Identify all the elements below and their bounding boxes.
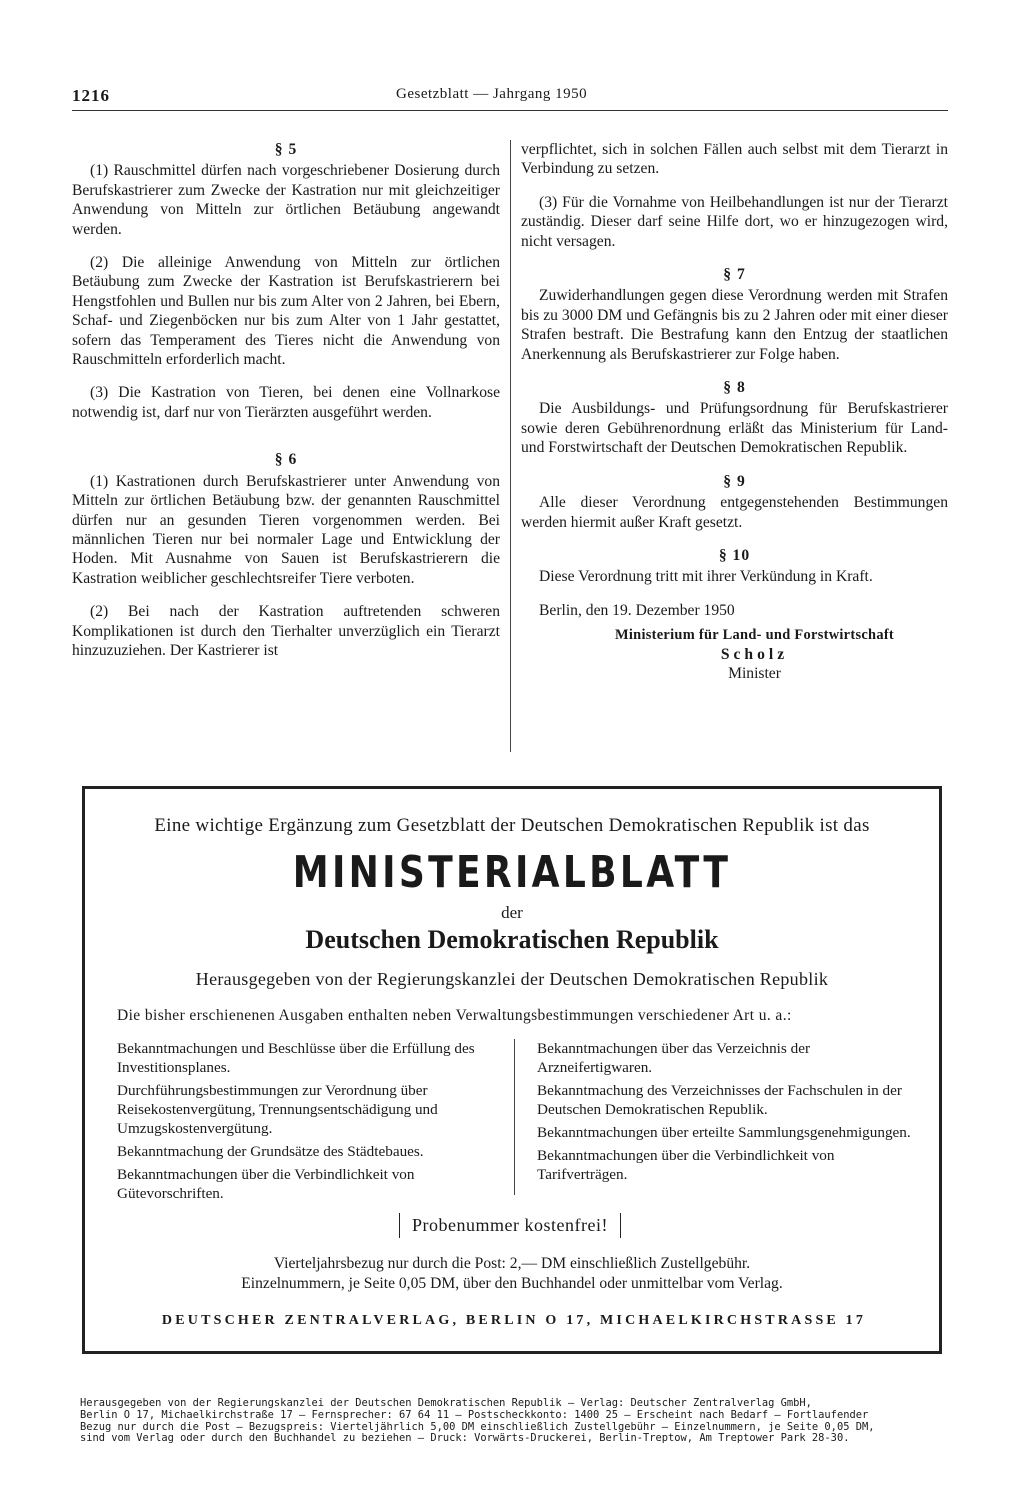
- section-10-text: Diese Verordnung tritt mit ihrer Verkündung in Kraft.: [539, 568, 873, 586]
- left-column: [72, 140, 500, 674]
- signature-block: [561, 626, 948, 683]
- list-item: Bekanntmachung des Verzeichnisses der Fachschulen in der Deutschen Demokratischen Republik.: [537, 1082, 902, 1118]
- section-6-paragraph-3: (3) Für die Vornahme von Heilbehandlungen ist nur der Tierarzt zuständig. Dieser darf seine Hilfe dort, wo er hinzugezogen wird, nicht versagen.: [521, 193, 948, 250]
- list-item: Bekanntmachungen über das Verzeichnis der Arzneifertigwaren.: [537, 1040, 810, 1076]
- list-item: Bekanntmachungen über die Verbindlichkeit von Tarifverträgen.: [537, 1147, 835, 1183]
- imprint-line: Berlin O 17, Michaelkirchstraße 17 — Fernsprecher: 67 64 11 — Postscheckkonto: 1400 25 — Erscheint nach Bedarf — Fortlaufender: [80, 1409, 869, 1421]
- imprint: [80, 1398, 948, 1445]
- advert-der: der: [501, 903, 523, 922]
- ministerialblatt-advert: [82, 786, 942, 1354]
- advert-list-left: [117, 1039, 493, 1207]
- publisher-address: DEUTSCHER ZENTRALVERLAG, BERLIN O 17, MICHAELKIRCHSTRASSE 17: [161, 1313, 867, 1328]
- advert-list-right: [537, 1039, 917, 1188]
- section-5-paragraph-2: (2) Die alleinige Anwendung von Mitteln zur örtlichen Betäubung zum Zwecke der Kastration ist Berufskastrierern bei Hengstfohlen und Bullen nur bis zum Alter von 2 Jahren, bei Ebern, Schaf- und Ziegenböcken nur bis zum Alter von 1 Jahr gestattet, sofern das Temperament des Tieres nicht die Anwendung von Rauschmitteln erforderlich macht.: [72, 254, 500, 369]
- section-5-heading: § 5: [274, 141, 298, 158]
- section-8-text: Die Ausbildungs- und Prüfungsordnung für Berufskastrierer sowie deren Gebührenordnung erläßt das Ministerium für Land- und Forstwirtschaft der Deutschen Demokratischen Republik.: [521, 400, 948, 457]
- advert-list-divider: [514, 1039, 515, 1195]
- list-item: Bekanntmachungen und Beschlüsse über die Erfüllung des Investitionsplanes.: [117, 1040, 475, 1076]
- section-6-paragraph-1: (1) Kastrationen durch Berufskastrierer unter Anwendung von Mitteln zur örtlichen Betäubung bzw. der genannten Rauschmittel dürfen nur an gesunden Tieren vorgenommen werden. Bei männlichen Tieren nur bei normaler Lage und Entwicklung der Hoden. Mit Ausnahme von Sauen ist Berufskastrierern die Kastration weiblicher geschlechtsreifer Tiere verboten.: [72, 472, 500, 587]
- column-divider: [510, 140, 511, 752]
- imprint-line: sind vom Verlag oder durch den Buchhandel zu beziehen — Druck: Vorwärts-Druckerei, Berlin-Treptow, Am Treptower Park 28-30.: [80, 1433, 850, 1445]
- subscription-price: Vierteljahrsbezug nur durch die Post: 2,— DM einschließlich Zustellgebühr.: [273, 1255, 751, 1272]
- signatory-name: Scholz: [720, 646, 789, 664]
- single-issue-price: Einzelnummern, je Seite 0,05 DM, über den Buchhandel oder unmittelbar vom Verlag.: [241, 1275, 783, 1292]
- section-10-heading: § 10: [718, 546, 751, 564]
- advert-publisher: Herausgegeben von der Regierungskanzlei der Deutschen Demokratischen Republik: [195, 969, 829, 989]
- section-5-paragraph-3: (3) Die Kastration von Tieren, bei denen eine Vollnarkose notwendig ist, darf nur von Tierärzten ausgeführt werden.: [72, 384, 500, 421]
- list-item: Bekanntmachungen über die Verbindlichkeit von Gütevorschriften.: [117, 1166, 415, 1202]
- imprint-line: Herausgegeben von der Regierungskanzlei der Deutschen Demokratischen Republik — Verlag: Deutscher Zentralverlag GmbH,: [80, 1398, 812, 1409]
- section-9-text: Alle dieser Verordnung entgegenstehenden Bestimmungen werden hiermit außer Kraft gesetzt.: [521, 494, 948, 531]
- signatory-title: Minister: [728, 665, 781, 683]
- section-9-heading: § 9: [723, 472, 746, 490]
- section-7-heading: § 7: [723, 266, 746, 284]
- right-column: [521, 140, 948, 683]
- running-head: Gesetzblatt — Jahrgang 1950: [396, 86, 588, 102]
- ministry-name: Ministerium für Land- und Forstwirtschaft: [614, 627, 895, 644]
- section-6-heading: § 6: [274, 451, 298, 469]
- section-5-paragraph-1: (1) Rauschmittel dürfen nach vorgeschriebener Dosierung durch Berufskastrierer zum Zwecke der Kastration nur mit gleichzeitiger Anwendung von Mitteln zur örtlichen Betäubung angewandt werden.: [72, 162, 500, 238]
- list-item: Durchführungsbestimmungen zur Verordnung über Reisekostenvergütung, Trennungsentschädigung und Umzugskostenvergütung.: [117, 1082, 438, 1137]
- advert-intro: Die bisher erschienenen Ausgaben enthalten neben Verwaltungsbestimmungen verschiedener Art u. a.:: [117, 1007, 792, 1024]
- advert-lead: Eine wichtige Ergänzung zum Gesetzblatt der Deutschen Demokratischen Republik ist das: [154, 815, 870, 836]
- list-item: Bekanntmachung der Grundsätze des Städtebaues.: [117, 1143, 424, 1160]
- page-number: 1216: [72, 86, 110, 105]
- section-8-heading: § 8: [723, 379, 746, 397]
- advert-republic: Deutschen Demokratischen Republik: [305, 925, 719, 954]
- imprint-line: Bezug nur durch die Post — Bezugspreis: Vierteljährlich 5,00 DM einschließlich Zustellgebühr — Einzelnummern, je Seite 0,05 DM,: [80, 1421, 875, 1433]
- sample-copy-notice: Probenummer kostenfrei!: [399, 1213, 621, 1238]
- list-item: Bekanntmachungen über erteilte Sammlungsgenehmigungen.: [537, 1124, 911, 1141]
- section-7-text: Zuwiderhandlungen gegen diese Verordnung werden mit Strafen bis zu 3000 DM und Gefängnis bis zu 2 Jahren oder mit einer dieser Strafen bestraft. Die Bestrafung kann den Entzug der staatlichen Anerkennung als Berufskastrierer zur Folge haben.: [521, 287, 948, 363]
- section-6-continuation: verpflichtet, sich in solchen Fällen auch selbst mit dem Tierarzt in Verbindung zu setzen.: [521, 141, 948, 178]
- advert-title: MINISTERIALBLATT: [292, 847, 732, 898]
- section-6-paragraph-2: (2) Bei nach der Kastration auftretenden schweren Komplikationen ist durch den Tierhalter unverzüglich ein Tierarzt hinzuzuziehen. Der Kastrierer ist: [72, 603, 500, 659]
- header-rule: [72, 110, 948, 111]
- dateline: Berlin, den 19. Dezember 1950: [539, 601, 735, 619]
